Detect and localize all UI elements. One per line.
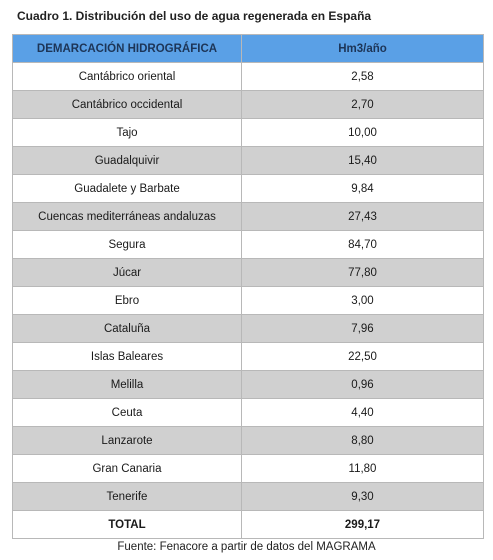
table-row [13, 343, 484, 371]
table-row [13, 427, 484, 455]
volume-cell: 77,80 [242, 259, 484, 287]
table-row [13, 175, 484, 203]
volume-cell: 15,40 [242, 147, 484, 175]
total-row [13, 511, 484, 539]
demarcation-cell: Cantábrico occidental [13, 91, 242, 119]
demarcation-cell: Segura [13, 231, 242, 259]
volume-cell: 4,40 [242, 399, 484, 427]
demarcation-cell: Gran Canaria [13, 455, 242, 483]
demarcation-cell: Júcar [13, 259, 242, 287]
volume-cell: 9,30 [242, 483, 484, 511]
demarcation-cell: Guadalete y Barbate [13, 175, 242, 203]
table-row [13, 287, 484, 315]
demarcation-cell: Tenerife [13, 483, 242, 511]
table-row [13, 259, 484, 287]
table-row [13, 203, 484, 231]
volume-cell: 10,00 [242, 119, 484, 147]
volume-cell: 3,00 [242, 287, 484, 315]
demarcation-cell: Cataluña [13, 315, 242, 343]
table-caption: Cuadro 1. Distribución del uso de agua regenerada en España [17, 9, 372, 23]
demarcation-cell: Cuencas mediterráneas andaluzas [13, 203, 242, 231]
demarcation-cell: Tajo [13, 119, 242, 147]
table-row [13, 315, 484, 343]
column-header-volume: Hm3/año [242, 35, 484, 63]
table-row [13, 483, 484, 511]
table-body [13, 63, 484, 539]
total-value: 299,17 [242, 511, 484, 539]
volume-cell: 27,43 [242, 203, 484, 231]
source-note: Fuente: Fenacore a partir de datos del MAGRAMA [117, 541, 376, 553]
table-row [13, 91, 484, 119]
demarcation-cell: Guadalquivir [13, 147, 242, 175]
table-row [13, 119, 484, 147]
volume-cell: 8,80 [242, 427, 484, 455]
water-reuse-table [12, 34, 484, 539]
volume-cell: 84,70 [242, 231, 484, 259]
table-row [13, 147, 484, 175]
demarcation-cell: Cantábrico oriental [13, 63, 242, 91]
demarcation-cell: Ebro [13, 287, 242, 315]
volume-cell: 2,58 [242, 63, 484, 91]
table-header-row [13, 35, 484, 63]
volume-cell: 9,84 [242, 175, 484, 203]
table-row [13, 231, 484, 259]
column-header-demarcation: DEMARCACIÓN HIDROGRÁFICA [13, 35, 242, 63]
table-row [13, 371, 484, 399]
volume-cell: 11,80 [242, 455, 484, 483]
demarcation-cell: Melilla [13, 371, 242, 399]
table-row [13, 455, 484, 483]
volume-cell: 7,96 [242, 315, 484, 343]
table-row [13, 399, 484, 427]
demarcation-cell: Ceuta [13, 399, 242, 427]
demarcation-cell: Islas Baleares [13, 343, 242, 371]
volume-cell: 22,50 [242, 343, 484, 371]
volume-cell: 0,96 [242, 371, 484, 399]
demarcation-cell: Lanzarote [13, 427, 242, 455]
table-row [13, 63, 484, 91]
volume-cell: 2,70 [242, 91, 484, 119]
total-label: TOTAL [13, 511, 242, 539]
